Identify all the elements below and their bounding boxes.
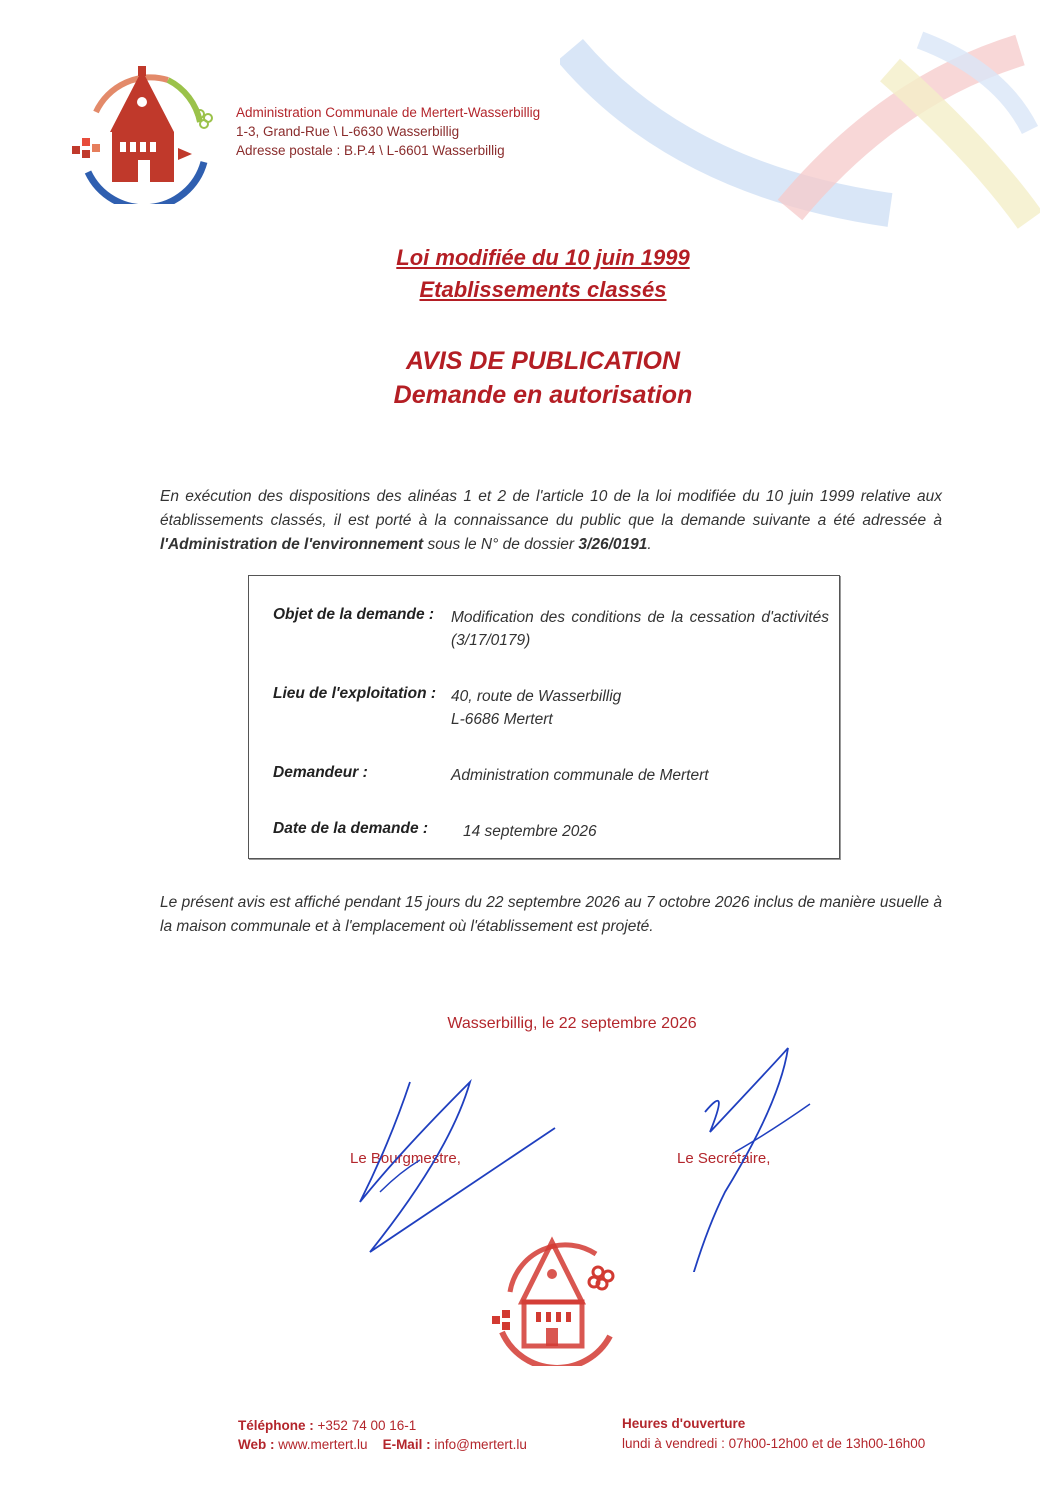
intro-text: En exécution des dispositions des alinéas 1 et 2 de l'article 10 de la loi modifiée du 10 juin 1999 relative aux établissements classés, il est porté à la connaissance du public que la demande suivante a été adressée à [160, 488, 942, 529]
applicant-label: Demandeur : [273, 764, 368, 781]
email-link[interactable]: info@mertert.lu [434, 1437, 527, 1452]
law-title [0, 242, 1058, 306]
web-link[interactable]: www.mertert.lu [278, 1437, 368, 1452]
org-name: Administration Communale de Mertert-Wasserbillig [236, 105, 541, 120]
request-date-label: Date de la demande : [273, 820, 429, 837]
intro-text-middle: sous le N° de dossier [423, 536, 579, 553]
secretary-label: Le Secrétaire, [677, 1150, 771, 1167]
sender-header [236, 103, 540, 160]
request-date-value: 14 septembre 2026 [463, 823, 597, 840]
display-notice: Le présent avis est affiché pendant 15 jours du 22 septembre 2026 au 7 octobre 2026 inclus de manière usuelle à la maison communale et à l'emplacement où l'établissement est projeté. [160, 894, 942, 935]
object-label: Objet de la demande : [273, 606, 435, 623]
object-value: Modification des conditions de la cessation d'activités (3/17/0179) [451, 609, 829, 649]
applicant-value: Administration communale de Mertert [451, 767, 709, 784]
postal-address: Adresse postale : B.P.4 \ L-6601 Wasserbillig [236, 143, 505, 158]
location-value [451, 685, 829, 731]
footer-hours [622, 1414, 925, 1454]
place-date: Wasserbillig, le 22 septembre 2026 [447, 1015, 697, 1032]
hours-label: Heures d'ouverture [622, 1416, 746, 1431]
mayor-label: Le Bourgmestre, [350, 1150, 461, 1167]
location-city: L-6686 Mertert [451, 711, 553, 728]
municipality-logo [68, 62, 218, 204]
phone-value: +352 74 00 16-1 [317, 1418, 417, 1433]
notice-heading: AVIS DE PUBLICATION [405, 347, 681, 375]
intro-text-end: . [647, 536, 652, 553]
phone-label: Téléphone : [238, 1418, 314, 1433]
law-subject: Etablissements classés [419, 277, 667, 302]
file-number: 3/26/0191 [578, 536, 648, 553]
request-heading: Demande en autorisation [393, 381, 693, 409]
hours-value: lundi à vendredi : 07h00-12h00 et de 13h00-16h00 [622, 1436, 926, 1451]
official-stamp [486, 1232, 626, 1366]
notice-title [0, 344, 1058, 412]
address-line: 1-3, Grand-Rue \ L-6630 Wasserbillig [236, 124, 460, 139]
web-label: Web : [238, 1437, 275, 1452]
footer-contact [238, 1416, 527, 1454]
law-name: Loi modifiée du 10 juin 1999 [396, 245, 690, 270]
email-label: E-Mail : [382, 1437, 431, 1452]
location-label: Lieu de l'exploitation : [273, 685, 436, 702]
decorative-swoosh [560, 30, 1040, 240]
request-details-box [248, 575, 840, 859]
intro-paragraph [160, 485, 942, 557]
authority-name: l'Administration de l'environnement [160, 536, 424, 553]
location-street: 40, route de Wasserbillig [451, 688, 622, 705]
